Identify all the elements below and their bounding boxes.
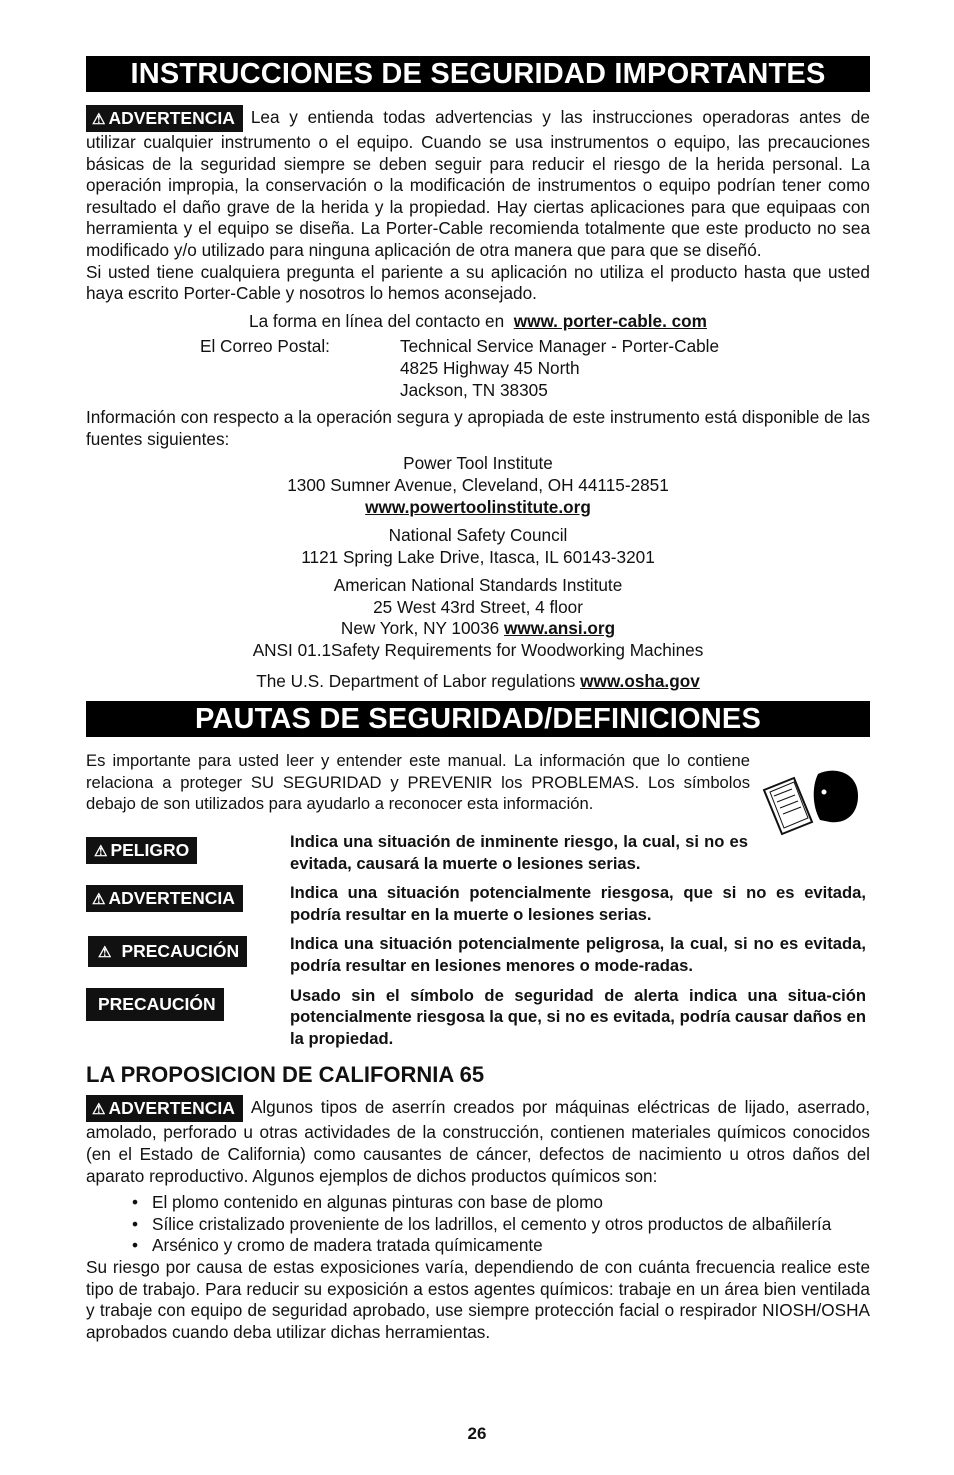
california-prop-65-heading: LA PROPOSICION DE CALIFORNIA 65 [86, 1062, 485, 1088]
postal-address [86, 336, 870, 401]
definition-advertencia: ⚠ ADVERTENCIA Indica una situación potencialmente riesgosa, que si no es evitada, podría resultar en la muerte o lesiones serias. [86, 882, 870, 925]
ansi-block: American National Standards Institute 25 West 43rd Street, 4 floor New York, NY 10036 www.ansi.org ANSI 01.1Safety Requirements for Woodworking Machines [252, 575, 704, 661]
warning-triangle-icon: ⚠ [94, 843, 108, 861]
chemical-list [86, 1192, 870, 1257]
advertencia-badge: ⚠ ADVERTENCIA [86, 885, 243, 912]
definition-precaucion-plain: PRECAUCIÓN Usado sin el símbolo de seguridad de alerta indica una situa-ción potencialmente riesgosa la que, si no es evitada, podría causar daños en la propiedad. [86, 985, 870, 1050]
section-title-pautas: PAUTAS DE SEGURIDAD/DEFINICIONES [86, 701, 870, 737]
online-contact: La forma en línea del contacto en www. porter-cable. com [249, 310, 707, 331]
definition-peligro: ⚠ PELIGRO Indica una situación de inminente riesgo, la cual, si no es evitada, causará la muerte o lesiones serias. [86, 831, 870, 874]
warning-triangle-icon: ⚠ [92, 111, 106, 128]
warning-triangle-icon: ⚠ [98, 944, 112, 962]
osha-link[interactable]: www.osha.gov [580, 670, 700, 691]
definitions-intro [86, 750, 870, 815]
list-item: • Arsénico y cromo de madera tratada químicamente [86, 1235, 870, 1257]
question-paragraph: Si usted tiene cualquiera pregunta el pariente a su aplicación no utiliza el producto hasta que usted haya escrito Porter-Cable y nosotros lo hemos aconsejado. [86, 261, 870, 304]
precaucion-alert-badge: ⚠ PRECAUCIÓN [88, 936, 247, 967]
definitions-list [86, 831, 870, 1049]
warning-badge: ⚠ ADVERTENCIA [86, 105, 243, 132]
ansi-link[interactable]: www.ansi.org [503, 618, 616, 639]
osha-line: The U.S. Department of Labor regulations www.osha.gov [256, 670, 700, 691]
warning-triangle-icon: ⚠ [92, 891, 106, 909]
ptinst-link[interactable]: www.powertoolinstitute.org [365, 496, 591, 517]
power-tool-institute: Power Tool Institute 1300 Sumner Avenue, Cleveland, OH 44115-2851 www.powertoolinstitute.org [86, 453, 870, 518]
precaucion-plain-badge: PRECAUCIÓN [86, 988, 224, 1021]
list-item: • El plomo contenido en algunas pinturas con base de plomo [86, 1192, 870, 1214]
national-safety-council: National Safety Council 1121 Spring Lake Drive, Itasca, IL 60143-3201 [301, 525, 655, 567]
peligro-badge: ⚠ PELIGRO [86, 837, 197, 864]
porter-cable-link[interactable]: www. porter-cable. com [513, 310, 707, 331]
warning-triangle-icon: ⚠ [92, 1101, 106, 1119]
warning-badge: ⚠ ADVERTENCIA [86, 1095, 243, 1122]
section-title-instrucciones: INSTRUCCIONES DE SEGURIDAD IMPORTANTES [86, 56, 870, 92]
info-paragraph: Información con respecto a la operación segura y apropiada de este instrumento está disponible de las fuentes siguientes: [86, 407, 870, 449]
list-item: • Sílice cristalizado proveniente de los ladrillos, el cemento y otros productos de albañilería [86, 1214, 870, 1236]
manual-reading-icon [750, 750, 870, 815]
intro-paragraph: Es importante para usted leer y entender este manual. La información que lo contiene relaciona a proteger SU SEGURIDAD y PREVENIR los PROBLEMAS. Los símbolos debajo de son utilizados para ayudarlo a reconocer esta información. [86, 751, 750, 814]
postal-lines: Technical Service Manager - Porter-Cable 4825 Highway 45 North Jackson, TN 38305 [400, 336, 720, 400]
exposure-paragraph: Su riesgo por causa de estas exposiciones varía, dependiendo de con cuánta frecuencia realice este tipo de trabajo. Para reducir su exposición a estos agentes químicos: trabaje en un área bien ventilada y trabaje con equipo de seguridad aprobado, use siempre protección facial o respirador NIOSH/OSHA aprobados cuando deba utilizar dichas herramientas. [86, 1256, 870, 1342]
warning-paragraph: ⚠ ADVERTENCIA Lea y entienda todas advertencias y las instrucciones operadoras antes de utilizar cualquier instrumento o el equipo. Cuando se usa instrumentos o equipo, las precauciones básicas de la seguridad siempre se deben seguir para reducir el riesgo de la herida personal. La operación impropia, la conservación o la modificación de instrumentos o equipo podrían tener como resultado el daño grave de la herida y la propiedad. Hay ciertas aplicaciones para que equipaas con herramienta y el equipo se diseña. La Porter-Cable recomienda totalmente que este producto no sea modificado y/o utilizado para ninguna aplicación de otra manera que para que se diseñó. [86, 105, 870, 262]
postal-label: El Correo Postal: [200, 336, 330, 357]
page-content [86, 56, 870, 1343]
prop65-warning [86, 1095, 870, 1187]
page-number: 26 [467, 1424, 487, 1443]
prop65-paragraph: ⚠ ADVERTENCIA Algunos tipos de aserrín creados por máquinas eléctricas de lijado, aserrado, amolado, perforado u otras actividades de la construcción, contienen materiales químicos conocidos (en el Estado de California) como causantes de cáncer, defectos de nacimiento u otros daños del aparato reproductivo. Algunos ejemplos de dichos productos químicos son: [86, 1095, 870, 1187]
definition-precaucion-alert: ⚠ PRECAUCIÓN Indica una situación potencialmente peligrosa, la cual, si no es evitada, podría resultar en lesiones menores o mode-radas. [86, 933, 870, 976]
warning-intro [86, 105, 870, 305]
